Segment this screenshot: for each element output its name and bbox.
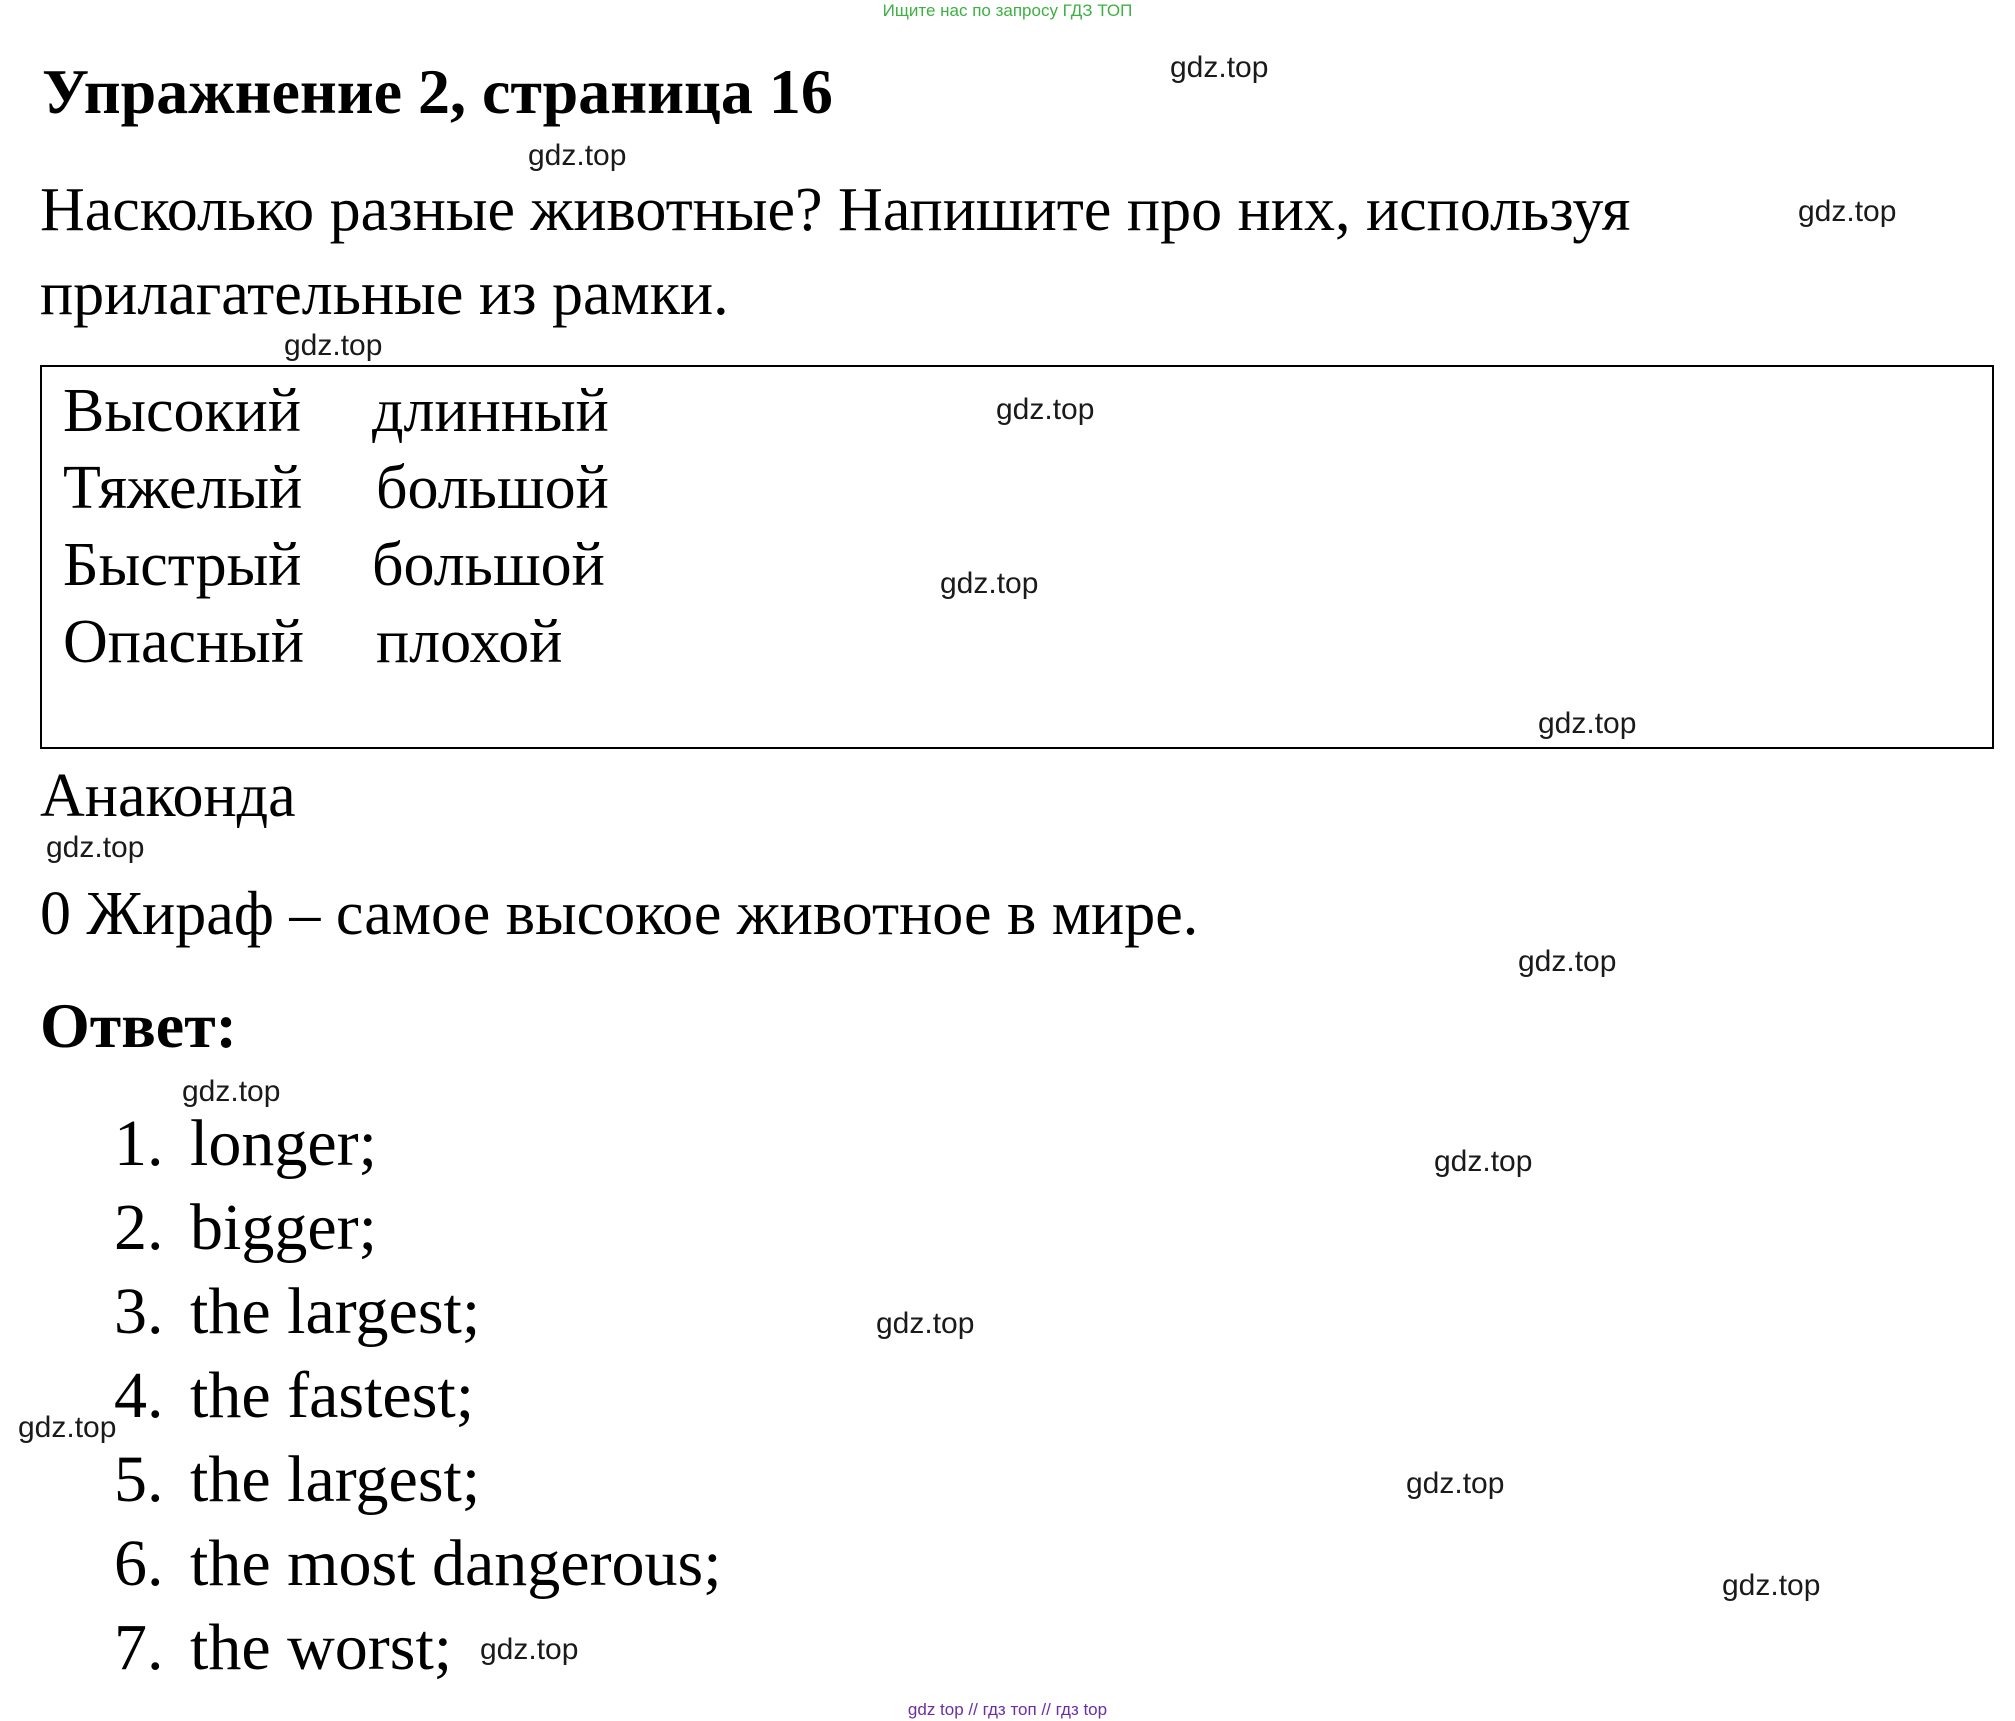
watermark: gdz.top bbox=[46, 831, 145, 864]
watermark: gdz.top bbox=[1434, 1145, 1533, 1178]
answer-item bbox=[114, 1606, 452, 1690]
adjective-word: плохой bbox=[376, 608, 563, 676]
answer-heading: Ответ: bbox=[40, 990, 237, 1061]
watermark: gdz.top bbox=[940, 567, 1039, 600]
example-sentence: 0 Жираф – самое высокое животное в мире. bbox=[40, 880, 1199, 948]
page-title: Упражнение 2, страница 16 bbox=[42, 56, 833, 127]
search-banner: Ищите нас по запросу ГДЗ ТОП bbox=[882, 1, 1133, 20]
answer-number: 2. bbox=[114, 1191, 164, 1264]
answer-number: 4. bbox=[114, 1359, 164, 1432]
adjective-word: Быстрый bbox=[63, 531, 302, 599]
answer-number: 7. bbox=[114, 1611, 164, 1684]
answer-number: 3. bbox=[114, 1275, 164, 1348]
watermark: gdz.top bbox=[1798, 195, 1897, 228]
answer-item bbox=[114, 1438, 480, 1522]
watermark: gdz.top bbox=[1538, 707, 1637, 740]
answer-text: longer; bbox=[190, 1107, 377, 1180]
adjective-word: большой bbox=[376, 454, 609, 522]
watermark: gdz.top bbox=[182, 1075, 281, 1108]
answer-item bbox=[114, 1102, 377, 1186]
adjective-word: Тяжелый bbox=[63, 454, 303, 522]
answer-number: 6. bbox=[114, 1527, 164, 1600]
exercise-question: Насколько разные животные? Напишите про них, используя прилагательные из рамки. bbox=[40, 176, 1631, 328]
watermark: gdz.top bbox=[1722, 1569, 1821, 1602]
watermark: gdz.top bbox=[18, 1411, 117, 1444]
watermark: gdz.top bbox=[284, 329, 383, 362]
answer-text: the fastest; bbox=[190, 1359, 475, 1432]
watermark: gdz.top bbox=[480, 1633, 579, 1666]
adjective-word: большой bbox=[372, 531, 605, 599]
answer-item bbox=[114, 1522, 722, 1606]
answer-text: the largest; bbox=[190, 1443, 481, 1516]
watermark: gdz.top bbox=[1170, 51, 1269, 84]
watermark: gdz.top bbox=[1518, 945, 1617, 978]
answer-item bbox=[114, 1354, 474, 1438]
answer-text: bigger; bbox=[190, 1191, 377, 1264]
watermark: gdz.top bbox=[996, 393, 1095, 426]
answer-item bbox=[114, 1270, 480, 1354]
animal-heading: Анаконда bbox=[40, 762, 296, 830]
answer-text: the worst; bbox=[190, 1611, 453, 1684]
watermark: gdz.top bbox=[528, 139, 627, 172]
answer-item bbox=[114, 1186, 377, 1270]
watermark: gdz.top bbox=[1406, 1467, 1505, 1500]
footer-links[interactable]: gdz top // гдз топ // гдз top bbox=[907, 1700, 1108, 1719]
answer-number: 1. bbox=[114, 1107, 164, 1180]
answer-text: the most dangerous; bbox=[190, 1527, 722, 1600]
adjective-word: длинный bbox=[372, 377, 609, 445]
answer-text: the largest; bbox=[190, 1275, 481, 1348]
watermark: gdz.top bbox=[876, 1307, 975, 1340]
adjective-word: Опасный bbox=[63, 608, 305, 676]
answer-number: 5. bbox=[114, 1443, 164, 1516]
adjective-word: Высокий bbox=[63, 377, 302, 445]
